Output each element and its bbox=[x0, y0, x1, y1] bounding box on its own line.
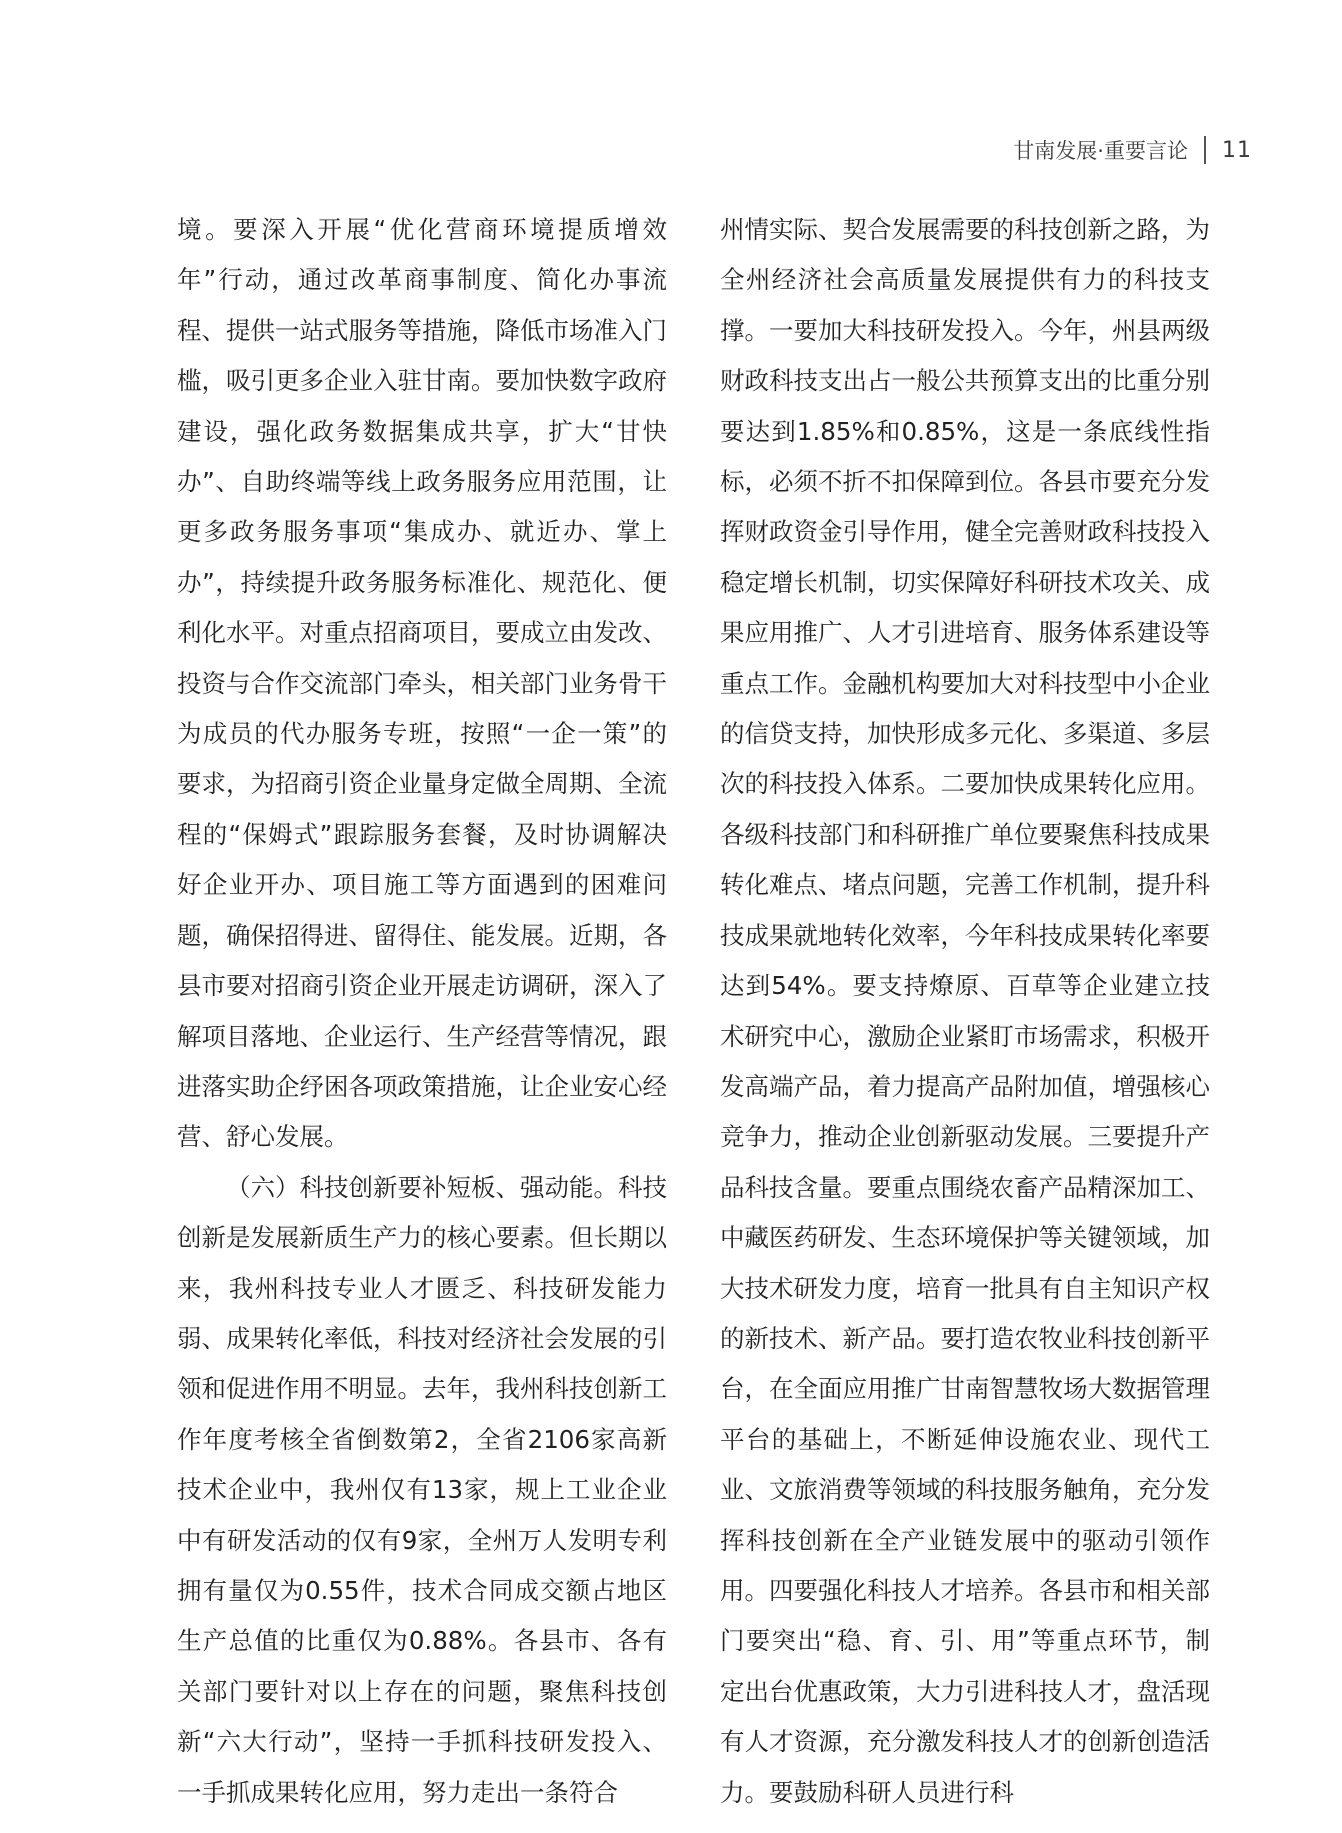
text-line: 要成立由发改、投资与合作交流部门牵头，相关 bbox=[177, 618, 667, 698]
text-line: 州经济社会高质量发展提供有力的科技支撑。一 bbox=[720, 265, 1211, 345]
text-line: 折不扣保障到位。各县市要充分发挥财政资金引 bbox=[720, 467, 1210, 547]
text-line: 导作用，健全完善财政科技投入稳定增长机制， bbox=[720, 517, 1210, 597]
text-line: 产品科技含量。要重点围绕农畜产品精深加工、 bbox=[720, 1122, 1210, 1202]
text-line: 技人才的创新创造活力。要鼓励科研人员进行科 bbox=[720, 1727, 1210, 1807]
text-line: 调解决好企业开办、项目施工等方面遇到的困难 bbox=[177, 819, 668, 900]
text-line: 引进培育、服务体系建设等重点工作。金融机构 bbox=[720, 618, 1210, 698]
text-line: 新是发展新质生产力的核心要素。但长期以来， bbox=[177, 1223, 667, 1303]
text-line: 我州科技专业人才匮乏、科技研发能力弱、成果 bbox=[177, 1273, 668, 1353]
text-line: 部门业务骨干为成员的代办服务专班，按照“一 bbox=[177, 668, 667, 749]
text-line: 数据集成共享，扩大“甘快办”、自助终端等线 bbox=[177, 416, 667, 497]
text-line: 引、用”等重点环节，制定出台优惠政策，大力 bbox=[720, 1626, 1210, 1706]
text-line: 企一策”的要求，为招商引资企业量身定做全周 bbox=[177, 719, 667, 799]
header-divider bbox=[1204, 136, 1206, 164]
text-line: 成果转化率要达到54%。要支持燎原、百草等企 bbox=[720, 920, 1210, 1001]
text-line: 上政务服务应用范围，让更多政务服务事项“集 bbox=[177, 467, 667, 547]
text-line: 积极开发高端产品，着力提高产品附加值，增强 bbox=[720, 1021, 1210, 1101]
right-column bbox=[720, 205, 1210, 1818]
text-line: 县市要对招商引资企业开展走访调研，深入了解 bbox=[177, 971, 667, 1051]
text-line: 州情实际、契合发展需要的科技创新之路，为全 bbox=[720, 215, 1210, 295]
text-line: 支出占一般公共预算支出的比重分别要达到 bbox=[720, 366, 1210, 446]
text-line: 省倒数第2，全省2106家高新技术企业中，我州 bbox=[177, 1424, 668, 1505]
text-line: 焦科技创新“六大行动”，坚持一手抓科技研发 bbox=[177, 1676, 668, 1757]
paragraph-tech-innovation bbox=[177, 1163, 667, 1818]
text-line: 加快成果转化应用。各级科技部门和科研推广单 bbox=[720, 769, 1210, 849]
text-line: 引进科技人才，盘活现有人才资源，充分激发科 bbox=[720, 1676, 1210, 1757]
text-line: 准化、规范化、便利化水平。对重点招商项目， bbox=[177, 567, 668, 648]
text-line: 中藏医药研发、生态环境保护等关键领域，加大 bbox=[720, 1223, 1210, 1303]
text-line: 动，通过改革商事制度、简化办事流程、提供一 bbox=[177, 265, 667, 345]
page-number: 11 bbox=[1222, 137, 1252, 163]
text-line: （六）科技创新要补短板、强动能。科技创 bbox=[177, 1172, 667, 1253]
text-line: 要加大对科技型中小企业的信贷支持，加快形成 bbox=[720, 668, 1210, 749]
text-line: 多元化、多渠道、多层次的科技投入体系。二要 bbox=[720, 719, 1210, 799]
text-line: 位要聚焦科技成果转化难点、堵点问题，完善工 bbox=[720, 819, 1210, 900]
text-line: 业建立技术研究中心，激励企业紧盯市场需求， bbox=[720, 971, 1210, 1051]
text-line: 技术、新产品。要打造农牧业科技创新平台，在 bbox=[720, 1323, 1210, 1404]
text-line: 要加大科技研发投入。今年，州县两级财政科技 bbox=[720, 315, 1210, 396]
text-line: 技术研发力度，培育一批具有自主知识产权的新 bbox=[720, 1273, 1210, 1353]
text-line: 期、全流程的“保姆式”跟踪服务套餐，及时协 bbox=[177, 769, 667, 849]
paragraph-business-environment bbox=[177, 205, 667, 1163]
text-line: 心发展。 bbox=[250, 1122, 349, 1152]
text-line: 成办、就近办、掌上办”，持续提升政务服务标 bbox=[177, 517, 667, 597]
text-line: 项目落地、企业运行、生产经营等情况，跟进落 bbox=[177, 1021, 667, 1101]
text-line: 站式服务等措施，降低市场准入门槛，吸引更多 bbox=[177, 315, 667, 396]
text-line: 产业链发展中的驱动引领作用。四要强化科技人 bbox=[720, 1525, 1211, 1605]
text-line: 全面应用推广甘南智慧牧场大数据管理平台的基 bbox=[720, 1374, 1210, 1454]
text-line: 境。要深入开展“优化营商环境提质增效年”行 bbox=[177, 215, 667, 295]
text-line: 切实保障好科研技术攻关、成果应用推广、人才 bbox=[720, 567, 1210, 648]
page-header bbox=[1013, 133, 1252, 167]
text-line: 转化率低，科技对经济社会发展的引领和促进作 bbox=[177, 1323, 667, 1404]
text-line: 实助企纾困各项政策措施，让企业安心经营、舒 bbox=[177, 1071, 667, 1152]
paragraph-tech-continued bbox=[720, 205, 1210, 1818]
text-line: 础上，不断延伸设施农业、现代工业、文旅消费 bbox=[720, 1424, 1211, 1505]
text-line: 投入、一手抓成果转化应用，努力走出一条符合 bbox=[177, 1727, 668, 1807]
text-line: 1.85%和0.85%，这是一条底线性指标，必须不 bbox=[720, 416, 1211, 497]
text-line: 企业入驻甘南。要加快数字政府建设，强化政务 bbox=[177, 366, 667, 446]
text-line: 各县市、各有关部门要针对以上存在的问题，聚 bbox=[177, 1626, 667, 1706]
section-title: 甘南发展·重要言论 bbox=[1013, 139, 1188, 163]
text-line: 核心竞争力，推动企业创新驱动发展。三要提升 bbox=[720, 1071, 1210, 1152]
text-line: 合同成交额占地区生产总值的比重仅为0.88%。 bbox=[177, 1575, 668, 1656]
text-line: 仅有13家，规上工业企业中有研发活动的仅有9 bbox=[177, 1475, 667, 1555]
text-line: 家，全州万人发明专利拥有量仅为0.55件，技术 bbox=[177, 1525, 667, 1605]
text-line: 作机制，提升科技成果就地转化效率，今年科技 bbox=[720, 870, 1210, 950]
left-column bbox=[177, 205, 667, 1818]
text-line: 用不明显。去年，我州科技创新工作年度考核全 bbox=[177, 1374, 667, 1454]
text-line: 问题，确保招得进、留得住、能发展。近期，各 bbox=[177, 870, 667, 950]
text-line: 才培养。各县市和相关部门要突出“稳、育、 bbox=[720, 1575, 1210, 1656]
text-line: 等领域的科技服务触角，充分发挥科技创新在全 bbox=[720, 1475, 1210, 1555]
